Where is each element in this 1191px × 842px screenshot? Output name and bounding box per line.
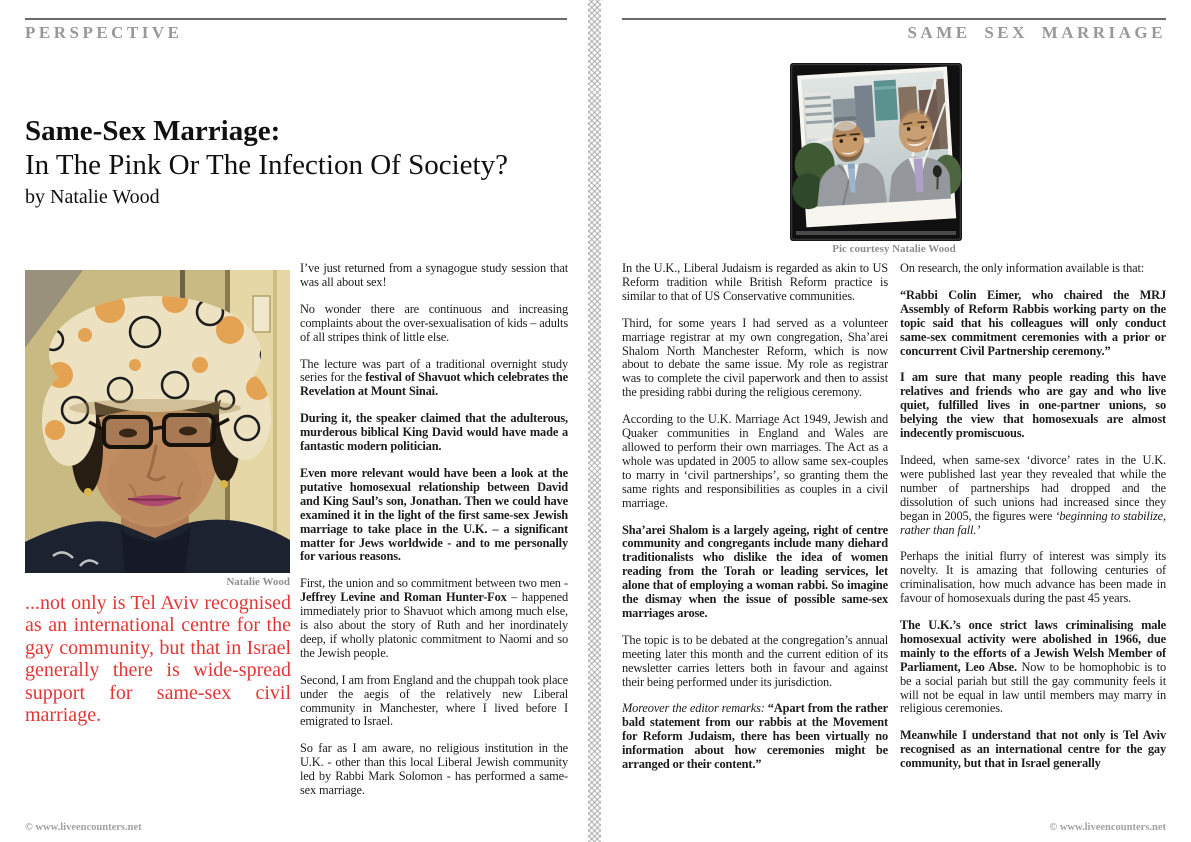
text-run: The topic is to be debated at the congregation’s annual meeting later this month and the current edition of its newsletter carries letters both in favour and against their being performed under its jurisdiction.	[622, 632, 888, 689]
paragraph	[622, 413, 888, 510]
text-run: The lecture was part of a traditional overnight study series for the	[300, 356, 568, 385]
article-title: Same-Sex Marriage:	[25, 115, 281, 147]
paragraph	[300, 577, 568, 660]
paragraph	[300, 262, 568, 290]
paragraph	[300, 358, 568, 400]
paragraph	[900, 729, 1166, 771]
paragraph	[622, 702, 888, 772]
text-run: First, the union and so commitment between two men -	[300, 576, 568, 591]
text-run: Perhaps the initial flurry of interest was simply its novelty. It is amazing that following centuries of criminalisation, how much advance has been made in favour of homosexuals during the past 45 years.	[900, 549, 1166, 606]
text-run: On research, the only information available is that:	[900, 261, 1145, 275]
text-run: Third, for some years I had served as a volunteer marriage registrar at my own congregation, Sha’arei Shalom North Manchester Reform, which is now about to debate the same issue. My role as registrar was to complete the civil paperwork and then to assist the presiding rabbi during the religious ceremony.	[622, 315, 888, 400]
text-run: Now to be homophobic is to be a social pariah but still the gay community feels it will not be equal in law until members may marry in religious ceremonies.	[900, 659, 1167, 716]
text-run: So far as I am aware, no religious institution in the U.K. - other than this local Liberal Jewish community led by Rabbi Mark Solomon - has performed a same-sex marriage.	[300, 741, 568, 798]
paragraph	[900, 262, 1166, 276]
text-run: During it, the speaker claimed that the adulterous, murderous biblical King David would have made a fantastic modern politician.	[300, 411, 568, 454]
paragraph	[900, 289, 1166, 359]
grooms-photo	[790, 63, 962, 241]
paragraph	[900, 550, 1166, 606]
text-run: Moreover the editor remarks:	[622, 701, 768, 716]
paragraph	[300, 412, 568, 454]
text-run: I’ve just returned from a synagogue study session that was all about sex!	[300, 261, 568, 289]
paragraph	[900, 454, 1166, 537]
header-rule-right	[622, 18, 1166, 20]
paragraph	[300, 742, 568, 798]
text-run: No wonder there are continuous and increasing complaints about the over-sexualisation of kids – adults of all stripes think of little else.	[300, 301, 568, 344]
article-column-2-right-page	[900, 262, 1166, 784]
paragraph	[622, 524, 888, 621]
text-run: – happened immediately prior to Shavuot which among much else, is also about the story of Ruth and her inordinately deep, if wholly platonic commitment to Naomi and so the Jewish people.	[300, 590, 568, 660]
text-run: I am sure that many people reading this have relatives and friends who are gay and who live quiet, fulfilled lives in one-partner unions, so belying the view that homosexuals are almost indecently promiscuous.	[900, 370, 1166, 441]
text-run: Jeffrey Levine and Roman Hunter-Fox	[300, 590, 507, 605]
photo-caption-natalie: Natalie Wood	[226, 576, 290, 588]
text-run: Second, I am from England and the chuppah took place under the aegis of the relatively new Liberal community in Manchester, where I lived before I emigrated to Israel.	[300, 672, 568, 729]
paragraph	[622, 262, 888, 304]
paragraph	[900, 371, 1166, 441]
byline: by Natalie Wood	[25, 186, 160, 208]
header-rule-left	[25, 18, 567, 20]
text-run: “Rabbi Colin Eimer, who chaired the MRJ Assembly of Reform Rabbis working party on the topic said that his colleagues will only conduct same-sex commitment ceremonies with a prior or concurrent Civil Partnership ceremony.”	[900, 287, 1166, 358]
text-run: Even more relevant would have been a look at the putative homosexual relationship between David and King Saul’s son, Jonathan. Then we could have examined it in the light of the first same-sex Jewish marriage to take place in the U.K. – a significant matter for Jews worldwide - and to me personally for various reasons.	[300, 465, 568, 564]
photo-caption-grooms: Pic courtesy Natalie Wood	[832, 243, 956, 255]
text-run: Meanwhile I understand that not only is Tel Aviv recognised as an international centre for the gay community, but that in Israel generally	[900, 728, 1166, 771]
article-column-left-page	[300, 262, 568, 811]
section-label-perspective: PERSPECTIVE	[25, 23, 183, 42]
text-run: Indeed, when same-sex ‘divorce’ rates in the U.K. were published last year they revealed that while the number of partnerships had dropped and the dissolution of such unions had increased since they began in 2005, the figures were	[900, 452, 1166, 523]
text-run: “Apart from the rather bald statement from our rabbis at the Movement for Reform Judaism, there has been virtually no information about how ceremonies might be arranged or their content.”	[622, 701, 888, 772]
paragraph	[900, 619, 1166, 716]
paragraph	[622, 317, 888, 400]
paragraph	[300, 467, 568, 564]
paragraph	[300, 674, 568, 730]
text-run: festival of Shavuot which celebrates the Revelation at Mount Sinai.	[300, 370, 568, 399]
footer-copyright-left: © www.liveencounters.net	[25, 822, 142, 833]
text-run: According to the U.K. Marriage Act 1949, Jewish and Quaker communities in England and Wales are allowed to perform their own marriages. The Act as a whole was updated in 2005 to allow same sex-couples to marry in ‘civil partnerships’, so granting them the same rights and responsibilities as couples in a civil marriage.	[622, 412, 888, 510]
article-title-block	[25, 114, 508, 211]
text-run: ‘beginning to stabilize, rather than fall.’	[900, 508, 1166, 537]
page-gutter-divider	[588, 0, 601, 842]
article-subtitle: In The Pink Or The Infection Of Society?	[25, 149, 508, 181]
article-column-1-right-page	[622, 262, 888, 785]
footer-copyright-right: © www.liveencounters.net	[1049, 822, 1166, 833]
pull-quote: ...not only is Tel Aviv recognised as an international centre for the gay community, but that in Israel generally there is wide-spread support for same-sex civil marriage.	[25, 592, 291, 727]
paragraph	[622, 634, 888, 690]
section-label-same-sex-marriage: SAME SEX MARRIAGE	[907, 23, 1166, 42]
paragraph	[300, 303, 568, 345]
text-run: Sha’arei Shalom is a largely ageing, right of centre community and congregants include many diehard traditionalists who dislike the idea of women reading from the Torah or leading services, let alone that of employing a woman rabbi. So imagine the dismay when the issue of possible same-sex marriages arose.	[622, 522, 888, 620]
text-run: In the U.K., Liberal Judaism is regarded as akin to US Reform tradition while British Reform practice is similar to that of US Conservative communities.	[622, 261, 888, 303]
natalie-wood-photo	[25, 270, 290, 573]
text-run: The U.K.’s once strict laws criminalising male homosexual activity were abolished in 1966, due mainly to the efforts of a Jewish Welsh Member of Parliament, Leo Abse.	[900, 618, 1166, 674]
